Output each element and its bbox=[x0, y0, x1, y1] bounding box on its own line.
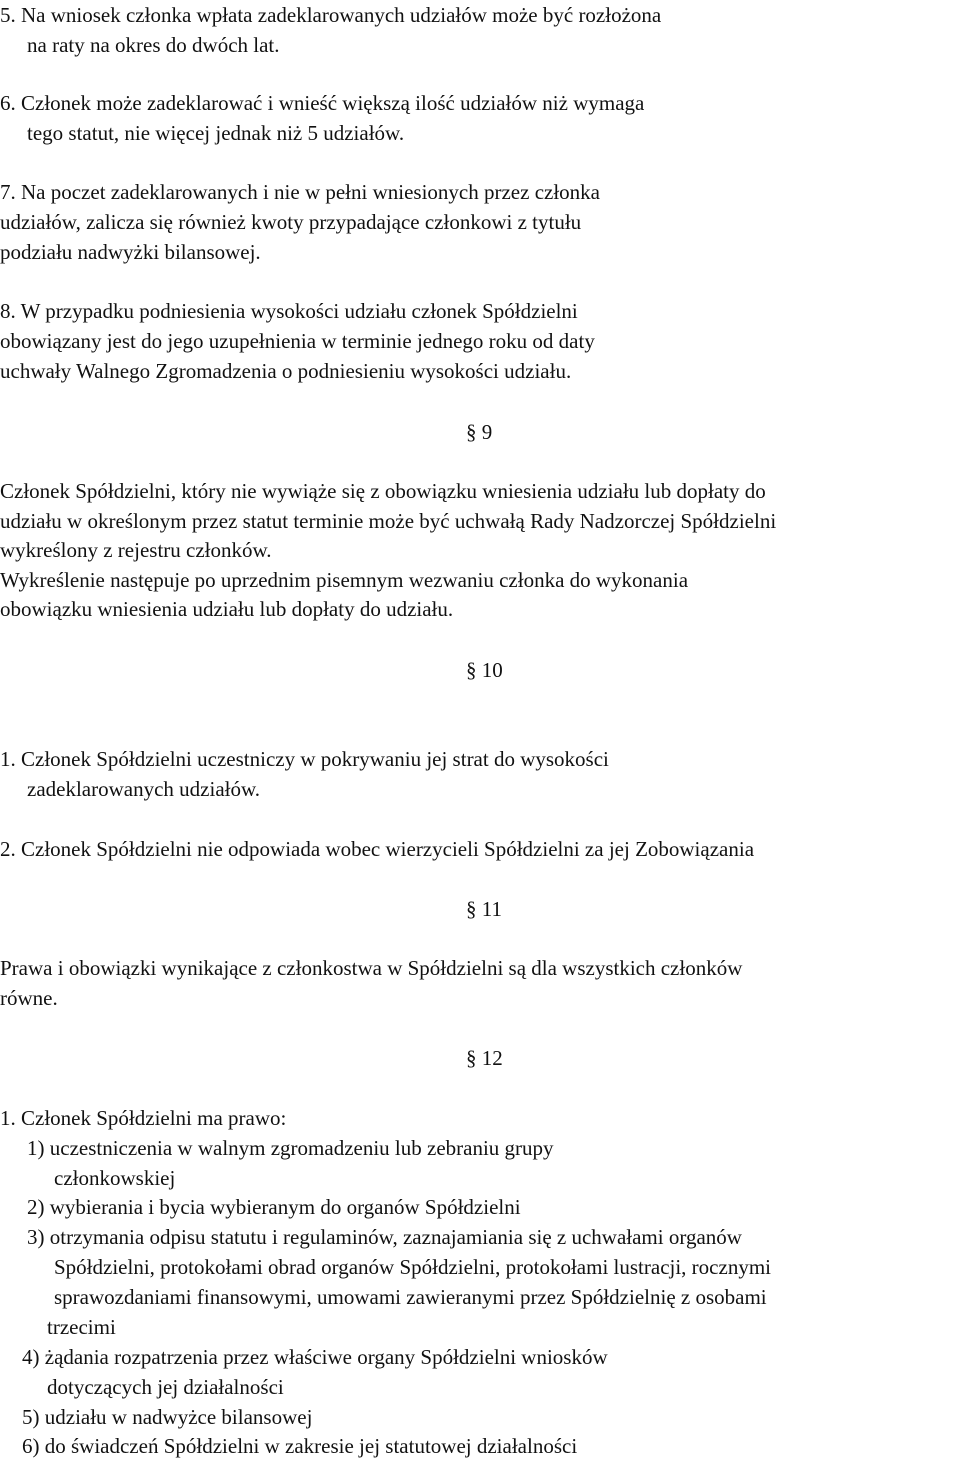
item-6-line-1: 6. Członek może zadeklarować i wnieść większą ilość udziałów niż wymaga bbox=[0, 91, 645, 115]
section-12-heading: § 12 bbox=[466, 1046, 503, 1070]
section-12-sub-1-line-2: członkowskiej bbox=[54, 1166, 176, 1190]
section-10-item-2: 2. Członek Spółdzielni nie odpowiada wobec wierzycieli Spółdzielni za jej Zobowiązania bbox=[0, 837, 755, 861]
section-12-sub-1-line-1: 1) uczestniczenia w walnym zgromadzeniu lub zebraniu grupy bbox=[27, 1136, 554, 1160]
section-9-para-1-line-2: udziału w określonym przez statut terminie może być uchwałą Rady Nadzorczej Spółdzielni bbox=[0, 509, 777, 533]
section-12-sub-5: 5) udziału w nadwyżce bilansowej bbox=[22, 1405, 313, 1429]
section-12-sub-2: 2) wybierania i bycia wybieranym do organów Spółdzielni bbox=[27, 1195, 521, 1219]
section-12-sub-3-line-2: Spółdzielni, protokołami obrad organów Spółdzielni, protokołami lustracji, rocznymi bbox=[54, 1255, 771, 1279]
section-9-para-1-line-1: Członek Spółdzielni, który nie wywiąże się z obowiązku wniesienia udziału lub dopłaty do bbox=[0, 479, 766, 503]
section-11-para-line-2: równe. bbox=[0, 986, 58, 1010]
item-7-line-3: podziału nadwyżki bilansowej. bbox=[0, 240, 261, 264]
item-6-line-2: tego statut, nie więcej jednak niż 5 udziałów. bbox=[27, 121, 405, 145]
section-11-heading: § 11 bbox=[466, 897, 502, 921]
section-9-heading: § 9 bbox=[466, 420, 493, 444]
section-12-sub-4-line-1: 4) żądania rozpatrzenia przez właściwe organy Spółdzielni wniosków bbox=[22, 1345, 608, 1369]
section-10-heading: § 10 bbox=[466, 658, 503, 682]
section-12-sub-6: 6) do świadczeń Spółdzielni w zakresie jej statutowej działalności bbox=[22, 1434, 578, 1458]
item-5-line-2: na raty na okres do dwóch lat. bbox=[27, 33, 280, 57]
section-12-sub-4-line-2: dotyczących jej działalności bbox=[47, 1375, 284, 1399]
item-7-line-1: 7. Na poczet zadeklarowanych i nie w pełni wniesionych przez członka bbox=[0, 180, 600, 204]
section-12-sub-3-line-3: sprawozdaniami finansowymi, umowami zawieranymi przez Spółdzielnię z osobami bbox=[54, 1285, 767, 1309]
section-10-item-1-line-1: 1. Członek Spółdzielni uczestniczy w pokrywaniu jej strat do wysokości bbox=[0, 747, 609, 771]
section-9-para-2-line-2: obowiązku wniesienia udziału lub dopłaty do udziału. bbox=[0, 597, 454, 621]
item-8-line-2: obowiązany jest do jego uzupełnienia w terminie jednego roku od daty bbox=[0, 329, 595, 353]
section-11-para-line-1: Prawa i obowiązki wynikające z członkostwa w Spółdzielni są dla wszystkich członków bbox=[0, 956, 743, 980]
item-7-line-2: udziałów, zalicza się również kwoty przypadające członkowi z tytułu bbox=[0, 210, 582, 234]
section-12-intro: 1. Członek Spółdzielni ma prawo: bbox=[0, 1106, 287, 1130]
section-12-sub-3-line-4: trzecimi bbox=[47, 1315, 116, 1339]
section-12-sub-3-line-1: 3) otrzymania odpisu statutu i regulaminów, zaznajamiania się z uchwałami organów bbox=[27, 1225, 742, 1249]
item-8-line-3: uchwały Walnego Zgromadzenia o podniesieniu wysokości udziału. bbox=[0, 359, 572, 383]
item-8-line-1: 8. W przypadku podniesienia wysokości udziału członek Spółdzielni bbox=[0, 299, 578, 323]
section-9-para-2-line-1: Wykreślenie następuje po uprzednim pisemnym wezwaniu członka do wykonania bbox=[0, 568, 689, 592]
section-9-para-1-line-3: wykreślony z rejestru członków. bbox=[0, 538, 272, 562]
item-5-line-1: 5. Na wniosek członka wpłata zadeklarowanych udziałów może być rozłożona bbox=[0, 3, 662, 27]
section-10-item-1-line-2: zadeklarowanych udziałów. bbox=[27, 777, 261, 801]
